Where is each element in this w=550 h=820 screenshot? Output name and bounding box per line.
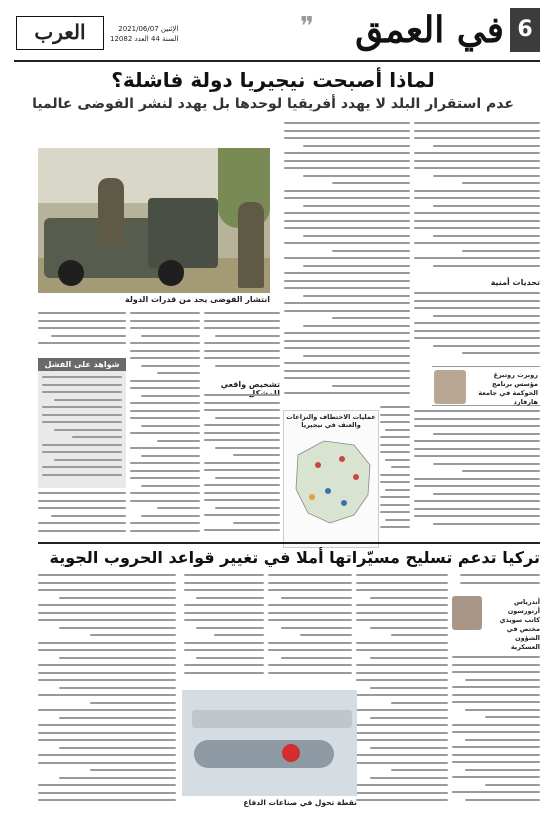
subhead-terror: تشخيص واقعي bbox=[220, 380, 280, 389]
page-number: 6 bbox=[510, 8, 540, 52]
text-column-1 bbox=[414, 122, 540, 272]
text-column-6 bbox=[460, 574, 540, 594]
author-box bbox=[432, 366, 540, 406]
map-graphic bbox=[284, 425, 379, 548]
header-divider bbox=[14, 60, 540, 62]
author-role-2: كاتب سويدي مختص في الشؤون العسكرية bbox=[499, 616, 540, 651]
text-column-4 bbox=[130, 312, 200, 538]
soldiers-photo bbox=[38, 148, 270, 293]
text-column-5b bbox=[204, 394, 280, 538]
text-column-5 bbox=[204, 312, 280, 376]
page-header bbox=[14, 8, 540, 58]
text-column-10 bbox=[38, 574, 176, 812]
photo-caption: انتشار الفوضى يحد من قدرات الدولة bbox=[124, 295, 270, 304]
text-column-9 bbox=[184, 574, 264, 684]
text-column-3b bbox=[38, 492, 126, 538]
sidebar-box bbox=[38, 358, 126, 488]
author-box-2 bbox=[452, 596, 540, 652]
newspaper-logo: العرب bbox=[16, 16, 104, 50]
subhead-security: تحديات أمنية bbox=[490, 278, 540, 287]
date-line: الإثنين 2021/06/07 bbox=[118, 25, 179, 33]
drone-photo-caption: نقطة تحول في صناعات الدفاع bbox=[243, 798, 357, 807]
sidebar-title: شواهد على الفشل bbox=[38, 358, 126, 371]
text-column-6b bbox=[452, 656, 540, 812]
section-title: في العمق bbox=[355, 9, 504, 51]
main-headline: لماذا أصبحت نيجيريا دولة فاشلة؟ bbox=[111, 68, 435, 92]
author-role: مؤسس برنامج الحوكمة في جامعة هارفارد bbox=[478, 380, 538, 406]
article-divider bbox=[38, 542, 540, 544]
main-subheadline: عدم استقرار البلد لا يهدد أفريقيا لوحدها بل يهدد لنشر الفوضى عالميا bbox=[32, 96, 514, 112]
nigeria-map bbox=[283, 410, 379, 548]
second-headline: تركيا تدعم تسليح مسيّراتها أملا في تغيير قواعد الحروب الجوية bbox=[49, 548, 540, 567]
text-column-2 bbox=[284, 122, 410, 402]
issue-line: السنة 44 العدد 12082 bbox=[110, 35, 179, 43]
text-column-3 bbox=[38, 312, 126, 356]
text-column-1c bbox=[414, 410, 540, 536]
text-column-2b bbox=[380, 406, 410, 536]
turkish-flag-icon bbox=[282, 744, 300, 762]
map-title: عمليات الاختطاف والنزاعات والعنف في نيجيريا bbox=[286, 413, 376, 429]
author-photo-2 bbox=[452, 596, 482, 630]
author-name: روبرت روتبرغ bbox=[493, 371, 538, 379]
text-column-1b bbox=[414, 292, 540, 364]
author-photo bbox=[434, 370, 466, 404]
quote-mark-icon: ❞ bbox=[300, 12, 314, 42]
date-block bbox=[110, 24, 178, 44]
drone-photo bbox=[182, 690, 357, 796]
author-name-2: أندرياس أرتورسون bbox=[507, 598, 540, 615]
text-column-8 bbox=[268, 574, 352, 684]
text-column-7 bbox=[356, 574, 448, 812]
